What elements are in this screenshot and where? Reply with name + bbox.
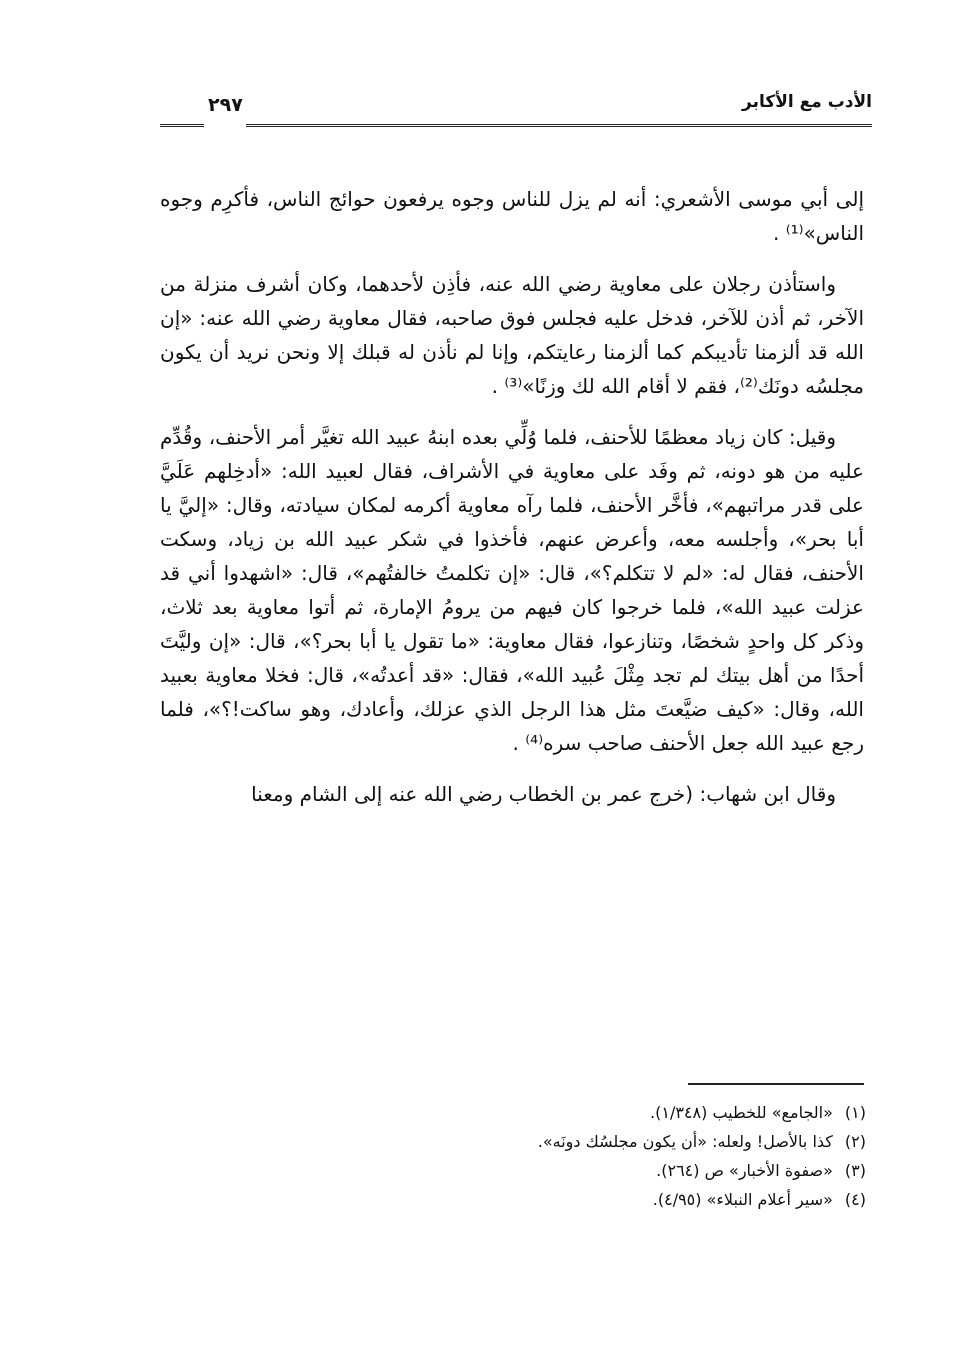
footnote (300, 1127, 866, 1156)
main-text (160, 182, 864, 828)
header-rule-short (160, 124, 204, 127)
page-header (160, 84, 872, 134)
page-number: ٢٩٧ (208, 94, 243, 116)
footnote-text: كذا بالأصل! ولعله: «أن يكون مجلسُك دونَه». (537, 1132, 833, 1151)
footnote-text: «سير أعلام النبلاء» (٤/٩٥). (652, 1190, 833, 1209)
footnote-number: (٢) (844, 1132, 866, 1151)
footnote-text: «الجامع» للخطيب (١/٣٤٨). (650, 1103, 833, 1122)
footnote (300, 1098, 866, 1127)
footnote (300, 1156, 866, 1185)
footnote (300, 1185, 866, 1214)
footnote-number: (١) (844, 1103, 866, 1122)
paragraph: وقيل: كان زياد معظمًا للأحنف، فلما وُلِّي بعده ابنهُ عبيد الله تغيَّر أمر الأحنف، وقُدِّم عليه من هو دونه، ثم وفَد على معاوية في الأشراف، فقال لعبيد الله: «أدخِلهم عَلَيَّ على قدر مراتبهم»، فأخَّر الأحنف، فلما رآه معاوية أكرمه لمكان سيادته، وقال: «إليَّ يا أبا بحر»، وأجلسه معه، وأعرض عنهم، فأخذوا في شكر عبيد الله بن زياد، وسكت الأحنف، فقال له: «لم لا تتكلم؟»، قال: «إن تكلمتُ خالفتُهم»، قال: «اشهدوا أني قد عزلت عبيد الله»، فلما خرجوا كان فيهم من يرومُ الإمارة، ثم أتوا معاوية بعد ثلاث، وذكر كل واحدٍ شخصًا، وتنازعوا، فقال معاوية: «ما تقول يا أبا بحر؟»، قال: «إن وليَّتَ أحدًا من أهل بيتك لم تجد مِثْلَ عُبيد الله»، فقال: «قد أعدتُه»، قال: فخلا معاوية بعبيد الله، وقال: «كيف ضيَّعتَ مثل هذا الرجل الذي عزلك، وأعادك، وهو ساكت!؟»، فلما رجع عبيد الله جعل الأحنف صاحب سره⁽⁴⁾ . (160, 425, 864, 755)
running-title: الأدب مع الأكابر (742, 92, 872, 112)
paragraph: واستأذن رجلان على معاوية رضي الله عنه، فأذِن لأحدهما، وكان أشرف منزلة من الآخر، ثم أذن للآخر، فدخل عليه فجلس فوق صاحبه، فقال معاوية رضي الله عنه: «إن الله قد ألزمنا تأديبكم كما ألزمنا رعايتكم، وإنا لم نأذن له قبلك إلا ونحن نريد أن يكون مجلسُه دونَك⁽²⁾، فقم لا أقام الله لك وزنًا»⁽³⁾ . (160, 272, 864, 398)
footnotes (300, 1098, 866, 1214)
header-rule (246, 124, 872, 127)
paragraph: إلى أبي موسى الأشعري: أنه لم يزل للناس وجوه يرفعون حوائج الناس، فأكرِم وجوه الناس»⁽¹⁾ . (160, 187, 864, 245)
footnote-separator (688, 1083, 864, 1085)
footnote-number: (٤) (844, 1190, 866, 1209)
footnote-text: «صفوة الأخبار» ص (٢٦٤). (656, 1161, 833, 1180)
footnote-number: (٣) (844, 1161, 866, 1180)
paragraph: وقال ابن شهاب: (خرج عمر بن الخطاب رضي الله عنه إلى الشام ومعنا (251, 782, 836, 806)
